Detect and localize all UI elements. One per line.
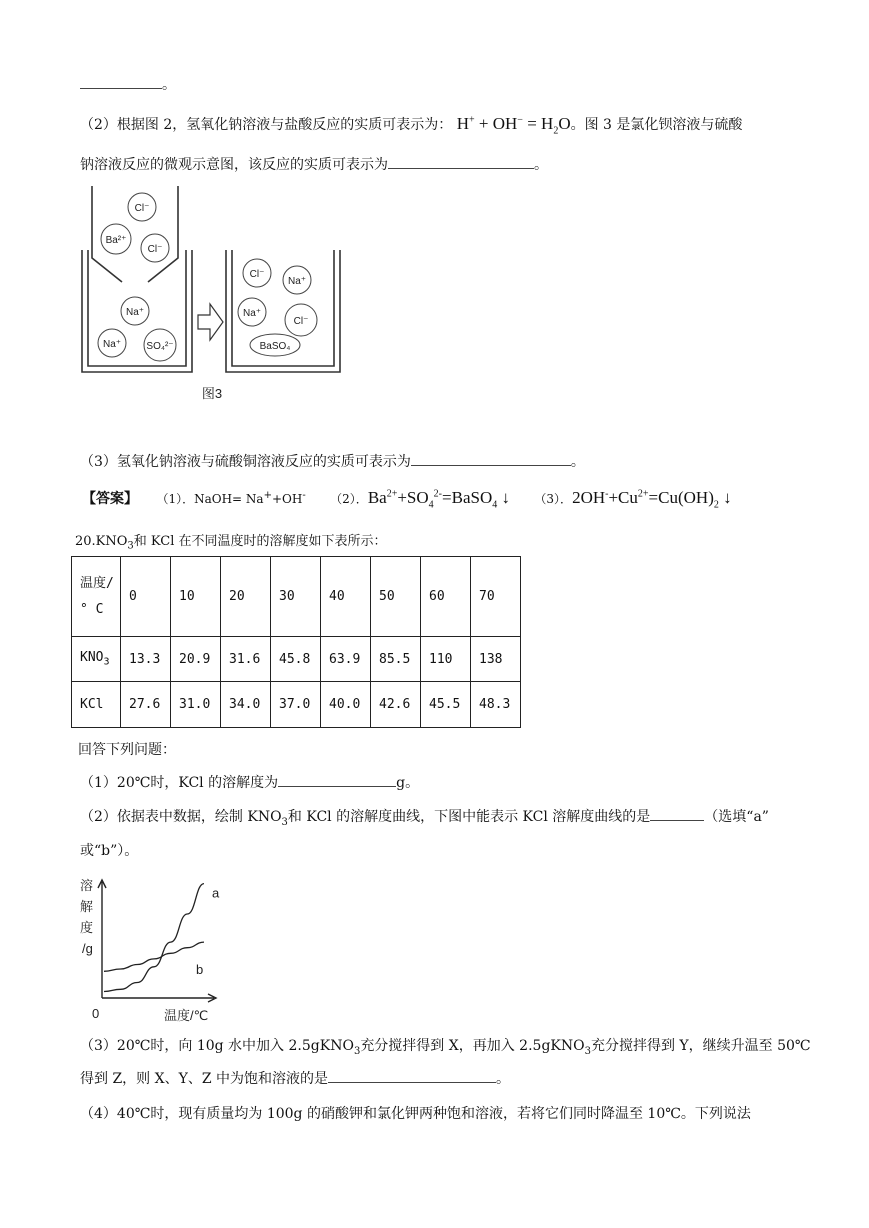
- table-cell: 0: [121, 557, 171, 637]
- ion-na: Na⁺: [287, 276, 307, 287]
- table-cell: 30: [271, 557, 321, 637]
- table-cell: 110: [421, 637, 471, 682]
- figure-caption: 图3: [201, 386, 223, 401]
- table-cell: 31.0: [171, 682, 221, 728]
- sq3-line-1: （3）20℃时，向 10g 水中加入 2.5gKNO$_3$充分搅拌得到 X，再加入 2.5gKNO$_3$充分搅拌得到 Y，继续升温至 50℃: [80, 1038, 811, 1057]
- table-row: [72, 682, 521, 728]
- y-axis-label: [80, 878, 93, 956]
- origin-label: 0: [92, 1006, 100, 1021]
- table-cell: 85.5: [371, 637, 421, 682]
- table-cell: 20.9: [171, 637, 221, 682]
- q2-line-2: 钠溶液反应的微观示意图，该反应的实质可表示为 。: [80, 154, 548, 174]
- table-header-label: 温度/° C: [72, 557, 121, 637]
- answer-blank: [328, 1068, 496, 1083]
- answer-blank: [80, 74, 162, 89]
- ion-cl: Cl⁻: [134, 203, 150, 214]
- ion-na: Na⁺: [242, 308, 262, 319]
- answer-2-prefix: （2）．: [330, 492, 368, 506]
- q2-text-cont: 。图 3 是氯化钡溶液与硫酸: [570, 117, 743, 133]
- table-cell: 45.5: [421, 682, 471, 728]
- y-axis-label-part: 解: [80, 899, 94, 914]
- curve-label-a: a: [212, 885, 220, 901]
- answer-blank: [278, 772, 396, 787]
- table-cell: 37.0: [271, 682, 321, 728]
- y-axis-label-part: 溶: [80, 878, 94, 893]
- table-cell: 20: [221, 557, 271, 637]
- table-cell: 13.3: [121, 637, 171, 682]
- answer-blank: [650, 806, 704, 821]
- period: 。: [162, 77, 176, 93]
- ion-so4: SO₄²⁻: [146, 341, 174, 352]
- table-cell: 138: [471, 637, 521, 682]
- table-cell: 34.0: [221, 682, 271, 728]
- sq3-line-2: 得到 Z，则 X、Y、Z 中为饱和溶液的是 。: [80, 1068, 510, 1088]
- answer-2: $Ba^{2+}+SO_4^{2-}=BaSO_4$ ↓: [367, 488, 510, 511]
- table-cell: 27.6: [121, 682, 171, 728]
- answer-blank: [388, 154, 534, 169]
- table-cell: 63.9: [321, 637, 371, 682]
- table-cell: 45.8: [271, 637, 321, 682]
- table-header-row: [72, 557, 521, 637]
- table-row: [72, 637, 521, 682]
- x-axis-label: 温度/℃: [164, 1008, 209, 1023]
- table-cell: 31.6: [221, 637, 271, 682]
- sq4-line: （4）40℃时，现有质量均为 100g 的硝酸钾和氯化钾两种饱和溶液，若将它们同时降温至 10℃。下列说法: [80, 1106, 751, 1122]
- q2-line-1: [80, 114, 742, 136]
- answer-3-prefix: （3）．: [534, 492, 573, 506]
- y-axis-label-part: /g: [82, 941, 93, 956]
- answer-line: [82, 488, 732, 510]
- table-cell: 48.3: [471, 682, 521, 728]
- answer-prompt: 回答下列问题：: [78, 742, 176, 758]
- sq2-line-2: 或“b”）。: [80, 843, 139, 859]
- q2-text: （2）根据图 2，氢氧化钠溶液与盐酸反应的实质可表示为：: [80, 117, 453, 133]
- curve-label-b: b: [196, 962, 204, 978]
- ion-na: Na⁺: [125, 307, 145, 318]
- q2-text-3: 钠溶液反应的微观示意图，该反应的实质可表示为: [80, 157, 388, 173]
- q3-line: （3）氢氧化钠溶液与硫酸铜溶液反应的实质可表示为 。: [80, 451, 585, 471]
- prev-answer-line: [80, 74, 176, 94]
- table-row-label: $KNO_3$: [72, 637, 121, 682]
- solubility-table: [71, 556, 521, 728]
- table-cell: 70: [471, 557, 521, 637]
- precipitate-baso4: BaSO₄: [259, 341, 291, 352]
- answer-3: $2OH^-+Cu^{2+}=Cu(OH)_2$ ↓: [572, 488, 732, 511]
- table-cell: 60: [421, 557, 471, 637]
- solubility-chart: [74, 870, 234, 1030]
- ion-cl: Cl⁻: [147, 244, 163, 255]
- q20-title: $20.KNO_3$和 KCl 在不同温度时的溶解度如下表所示：: [75, 534, 387, 552]
- answer-blank: [411, 451, 571, 466]
- sq1-line: （1）20℃时，KCl 的溶解度为 g。: [80, 772, 419, 792]
- q3-text: （3）氢氧化钠溶液与硫酸铜溶液反应的实质可表示为: [80, 454, 411, 470]
- q2-equation: $H^+ + OH^- = H_2O$: [456, 114, 571, 137]
- answer-1: （1）．NaOH= Na++OH-: [156, 490, 306, 506]
- ion-na: Na⁺: [102, 339, 122, 350]
- sq2-line-1: （2）依据表中数据，绘制 $KNO_3$和 KCl 的溶解度曲线，下图中能表示 KCl 溶解度曲线的是 （选填“a”: [80, 806, 769, 828]
- curve-a: [104, 884, 204, 992]
- table-cell: 42.6: [371, 682, 421, 728]
- table-cell: 10: [171, 557, 221, 637]
- ion-cl: Cl⁻: [293, 316, 309, 327]
- table-cell: 40: [321, 557, 371, 637]
- answer-label: 【答案】: [82, 491, 138, 507]
- table-cell: 50: [371, 557, 421, 637]
- ion-cl: Cl⁻: [249, 269, 265, 280]
- figure-3: [80, 182, 350, 407]
- ion-ba: Ba²⁺: [105, 235, 127, 246]
- y-axis-label-part: 度: [80, 920, 94, 935]
- table-cell: 40.0: [321, 682, 371, 728]
- table-row-label: KCl: [72, 682, 121, 728]
